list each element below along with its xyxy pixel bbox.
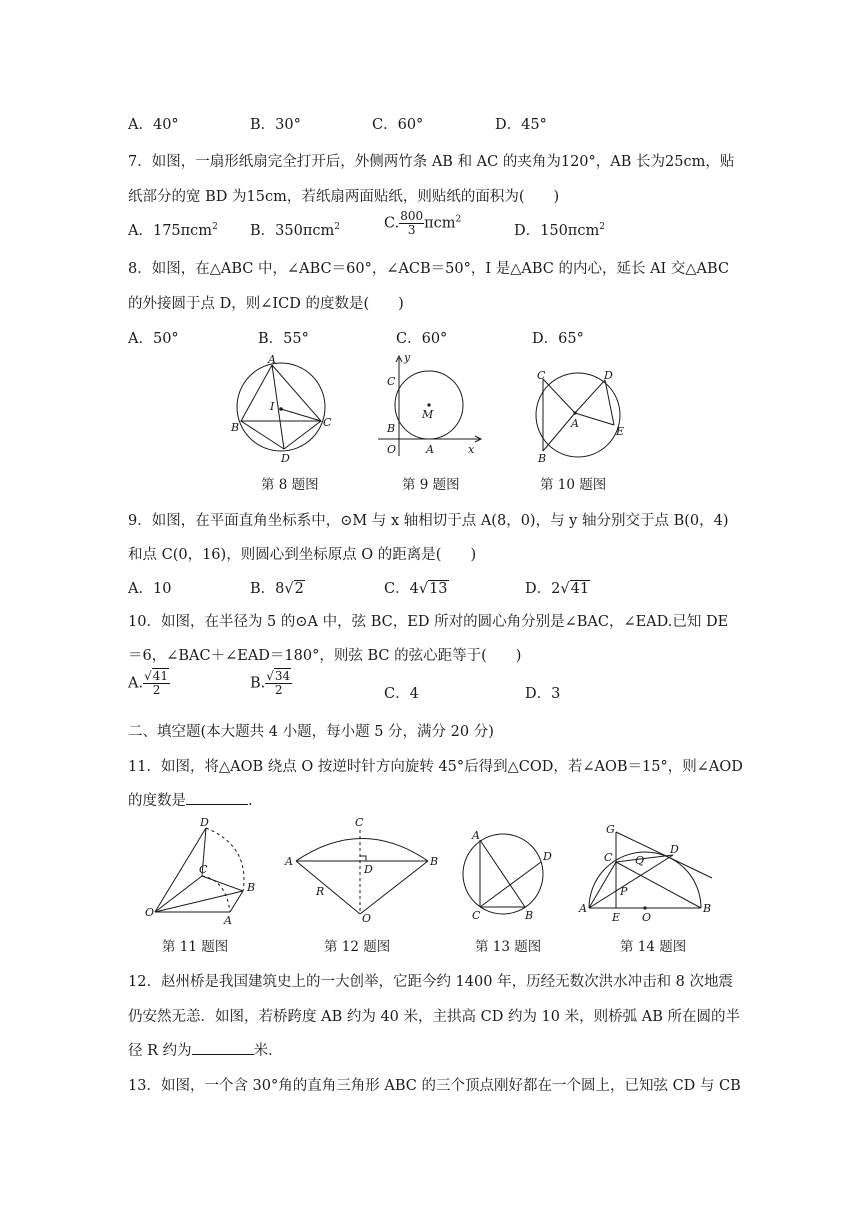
- fig13-label-b: B: [525, 909, 534, 922]
- fig14-label-c: C: [604, 851, 613, 864]
- fig14-label-d: D: [670, 843, 679, 856]
- q11-answer-blank: [186, 792, 248, 805]
- q10-stem-line-1: 10．如图，在半径为 5 的⊙A 中，弦 BC，ED 所对的圆心角分别是∠BAC，∠EAD.已知 DE: [128, 614, 729, 630]
- q11-stem-line-1: 11．如图，将△AOB 绕点 O 按逆时针方向旋转 45°后得到△COD，若∠AOB＝15°，则∠AOD: [128, 759, 743, 775]
- fig14-label-q: Q: [635, 854, 645, 867]
- fig9-label-o: O: [387, 443, 397, 456]
- q10-option-b: B. $\frac{√34}{2}$: [250, 669, 291, 697]
- fig14-label-a: A: [579, 902, 587, 915]
- q12-stem-line-3: 径 R 约为 米．: [128, 1043, 283, 1059]
- fig14-label-p: P: [620, 885, 628, 898]
- q8-option-a: A．50°: [128, 331, 179, 347]
- q9-option-d: D．2√41: [525, 581, 590, 597]
- q10-option-c: C．4: [384, 686, 419, 702]
- q11-stem-line-2: 的度数是 .: [128, 793, 253, 809]
- q9-stem-line-2: 和点 C(0，16)，则圆心到坐标原点 O 的距离是( ): [128, 547, 477, 563]
- q6-option-c: C．60°: [372, 117, 424, 133]
- q8-option-c: C．60°: [396, 331, 448, 347]
- figure-14: [575, 820, 720, 926]
- fig13-label-d: D: [543, 850, 552, 863]
- q7-option-d: D．150πcm$^2$: [514, 222, 605, 239]
- figure-11: [142, 818, 267, 926]
- fig9-label-y: y: [404, 351, 411, 364]
- caption-fig-13: 第 13 题图: [475, 939, 542, 955]
- q12-answer-blank: [192, 1042, 254, 1055]
- fig8-label-c: C: [323, 416, 332, 429]
- fig12-label-o: O: [362, 912, 372, 925]
- fig13-label-c: C: [472, 909, 481, 922]
- fig14-label-b: B: [703, 902, 712, 915]
- fig9-label-b: B: [387, 422, 396, 435]
- q9-stem-line-1: 9．如图，在平面直角坐标系中，⊙M 与 x 轴相切于点 A(8，0)，与 y 轴分别交于点 B(0，4): [128, 513, 729, 529]
- fig12-label-d: D: [364, 863, 373, 876]
- q13-stem-line-1: 13．如图，一个含 30°角的直角三角形 ABC 的三个顶点刚好都在一个圆上，已知弦 CD 与 CB: [128, 1078, 741, 1094]
- fig11-label-o: O: [145, 906, 155, 919]
- figure-13: [460, 826, 560, 926]
- fig11-label-d: D: [200, 816, 209, 829]
- fig12-label-r: R: [316, 885, 325, 898]
- figure-12: [282, 814, 442, 926]
- fig10-label-e: E: [616, 425, 625, 438]
- q7-option-c: C. $\frac{800}{3}$ πcm$^2$: [384, 209, 462, 237]
- fig14-label-o: O: [642, 911, 652, 924]
- fig10-label-c: C: [537, 369, 546, 382]
- q7-stem-line-2: 纸部分的宽 BD 为15cm，若纸扇两面贴纸，则贴纸的面积为( ): [128, 189, 560, 205]
- q9-option-a: A．10: [128, 581, 172, 597]
- q8-option-d: D．65°: [532, 331, 584, 347]
- q7-stem-line-1: 7．如图，一扇形纸扇完全打开后，外侧两竹条 AB 和 AC 的夹角为120°，AB 长为25cm，贴: [128, 154, 735, 170]
- fig14-label-g: G: [606, 823, 615, 836]
- q7-option-b: B．350πcm$^2$: [250, 222, 340, 239]
- fig9-label-m: M: [422, 408, 434, 421]
- q9-option-b: B．8√2: [250, 581, 304, 597]
- q6-option-b: B．30°: [250, 117, 301, 133]
- caption-fig-10: 第 10 题图: [540, 477, 607, 493]
- caption-fig-8: 第 8 题图: [261, 477, 319, 493]
- fig10-label-d: D: [604, 369, 613, 382]
- q10-stem-line-2: ＝6，∠BAC＋∠EAD＝180°，则弦 BC 的弦心距等于( ): [128, 648, 522, 664]
- q6-option-d: D．45°: [495, 117, 547, 133]
- fig8-label-a: A: [268, 353, 276, 366]
- caption-fig-12: 第 12 题图: [324, 939, 391, 955]
- q8-stem-line-1: 8．如图，在△ABC 中，∠ABC＝60°，∠ACB＝50°，I 是△ABC 的内心，延长 AI 交△ABC: [128, 261, 730, 277]
- fig8-label-b: B: [231, 421, 240, 434]
- fig10-label-a: A: [571, 417, 579, 430]
- q12-stem-line-1: 12．赵州桥是我国建筑史上的一大创举，它距今约 1400 年，历经无数次洪水冲击和 8 次地震: [128, 974, 734, 990]
- q10-option-d: D．3: [525, 686, 561, 702]
- fig8-label-d: D: [281, 452, 290, 465]
- q8-option-b: B．55°: [258, 331, 309, 347]
- fig14-label-e: E: [612, 911, 621, 924]
- fig12-label-a: A: [285, 855, 293, 868]
- figure-10: [530, 365, 635, 465]
- q7-option-a: A．175πcm$^2$: [128, 222, 218, 239]
- caption-fig-11: 第 11 题图: [162, 939, 229, 955]
- fig8-label-i: I: [270, 400, 275, 413]
- caption-fig-9: 第 9 题图: [402, 477, 460, 493]
- q10-option-a: A. $\frac{√41}{2}$: [128, 669, 169, 697]
- fig12-label-b: B: [430, 855, 439, 868]
- fig10-label-b: B: [538, 452, 547, 465]
- q9-option-c: C．4√13: [384, 581, 448, 597]
- fig11-label-a: A: [224, 914, 232, 927]
- fig9-label-x: x: [468, 443, 475, 456]
- q12-stem-line-2: 仍安然无恙．如图，若桥跨度 AB 约为 40 米，主拱高 CD 约为 10 米，则桥弧 AB 所在圆的半: [128, 1009, 740, 1025]
- q8-stem-line-2: 的外接圆于点 D，则∠ICD 的度数是( ): [128, 296, 404, 312]
- fig12-label-c: C: [355, 816, 364, 829]
- fig9-label-c: C: [387, 375, 396, 388]
- q6-option-a: A．40°: [128, 117, 179, 133]
- fig11-label-c: C: [199, 863, 208, 876]
- caption-fig-14: 第 14 题图: [620, 939, 687, 955]
- fig13-label-a: A: [472, 829, 480, 842]
- figure-8: [226, 355, 346, 465]
- figure-9: [374, 352, 489, 462]
- fig9-label-a: A: [426, 443, 434, 456]
- section-2-heading: 二、填空题(本大题共 4 小题，每小题 5 分，满分 20 分): [128, 724, 494, 740]
- fig11-label-b: B: [247, 881, 256, 894]
